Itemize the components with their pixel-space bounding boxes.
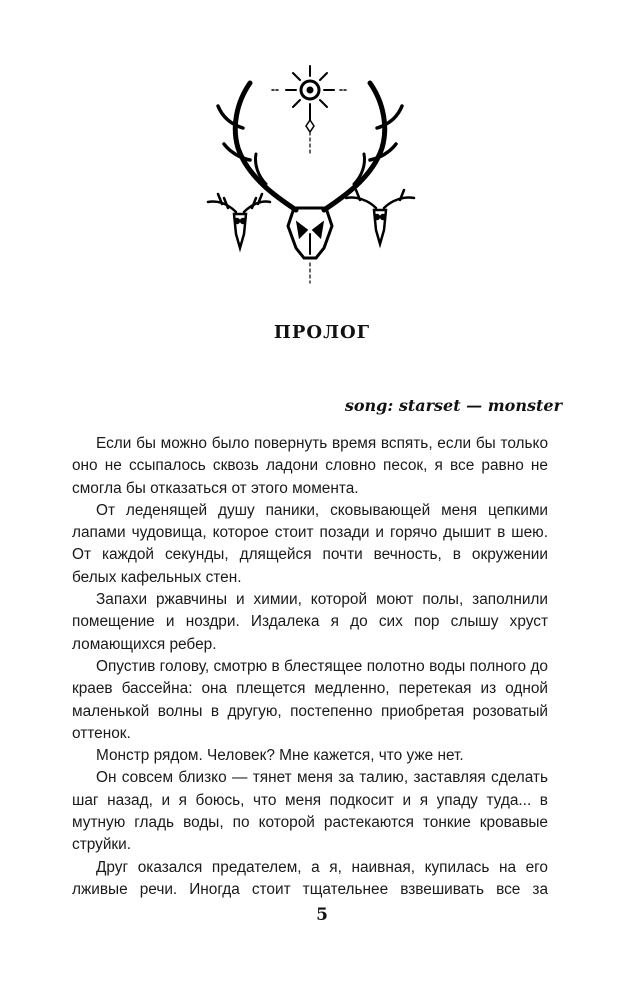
paragraph: Монстр рядом. Человек? Мне кажется, что уже нет. xyxy=(96,747,464,765)
paragraph: Друг оказался предателем, а я, наивная, купилась на его лживые речи. Иногда стоит тщательнее взвешивать все за xyxy=(72,858,548,898)
paragraph: Опустив голову, смотрю в блестящее полотно воды полного до краев бассейна: она плещется медленно, перетекая из одной маленькой волны в другую, постепенно приобретая розоватый оттенок. xyxy=(72,657,548,742)
central-skull-icon xyxy=(288,208,332,283)
paragraph: От леденящей душу паники, сковывающей меня цепкими лапами чудовища, которое стоит позади и горячо дышит в шею. От каждой секунды, длящейся почти вечность, в окружении белых кафельных стен. xyxy=(72,501,548,586)
paragraph: Если бы можно было повернуть время вспять, если бы только оно не ссыпалось сквозь ладони словно песок, я все равно не смогла бы отказаться от этого момента. xyxy=(72,435,548,497)
epigraph-song: song: starset — monster xyxy=(344,396,562,415)
body-text xyxy=(72,433,548,901)
antlers-skulls-ornament xyxy=(200,58,424,290)
paragraph: Он совсем близко — тянет меня за талию, заставляя сделать шаг назад, и я боюсь, что меня подкосит и я упаду туда... в мутную гладь воды, по которой растекаются тонкие кровавые струйки. xyxy=(72,769,548,854)
page-number: 5 xyxy=(316,905,328,925)
sun-sigil-icon xyxy=(272,66,348,153)
left-small-skull-icon xyxy=(208,194,270,248)
right-small-skull-icon xyxy=(346,190,414,244)
paragraph: Запахи ржавчины и химии, которой моют полы, заполнили помещение и ноздри. Издалека я до сих пор слышу хруст ломающихся ребер. xyxy=(72,591,548,653)
chapter-title: ПРОЛОГ xyxy=(273,322,371,343)
